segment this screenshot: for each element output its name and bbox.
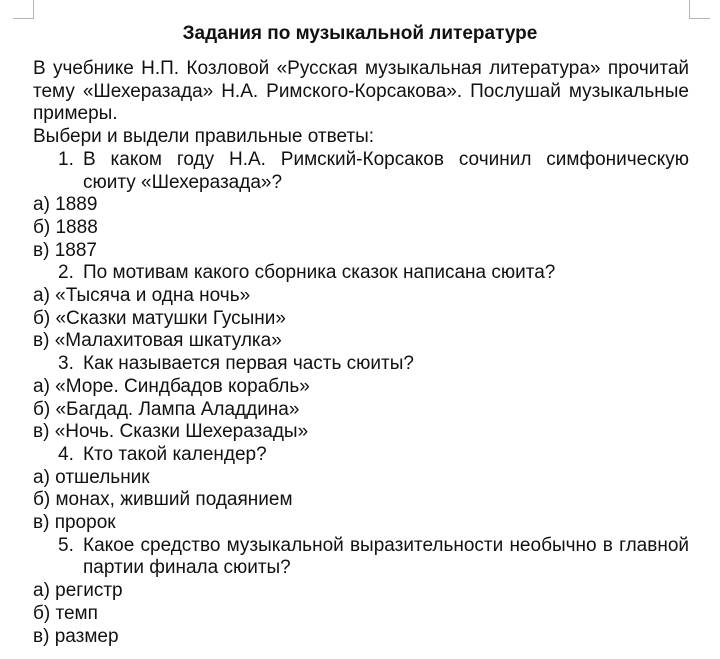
question-4 [33,444,689,535]
answer-option[interactable]: а) «Тысяча и одна ночь» [33,285,251,307]
intro-paragraph: В учебнике Н.П. Козловой «Русская музыкальная литература» прочитай тему «Шехеразада» Н.А. Римского-Корсакова». Послушай музыкальные примеры. [33,58,689,125]
answer-option[interactable]: б) темп [33,602,98,624]
answer-option[interactable]: б) 1888 [33,216,98,238]
question-2 [33,262,689,353]
document-body [33,58,689,648]
answer-option[interactable]: а) отшельник [33,466,150,488]
question-3 [33,353,689,444]
question-heading [33,444,689,467]
answer-options [33,194,689,262]
question-heading [33,353,689,376]
answer-option[interactable]: в) пророк [33,512,116,534]
question-text: В каком году Н.А. Римский-Корсаков сочинил симфоническую сюиту «Шехеразада»? [83,148,689,193]
answer-options [33,376,689,444]
question-number: 5. [58,534,74,556]
instruction-text: Выбери и выдели правильные ответы: [33,126,375,148]
answer-option[interactable]: а) «Море. Синдбадов корабль» [33,375,310,397]
question-text: Как называется первая часть сюиты? [83,353,414,375]
answer-option[interactable]: в) «Малахитовая шкатулка» [33,330,282,352]
question-heading [33,535,689,580]
question-number: 2. [58,262,74,284]
page-title: Задания по музыкальной литературе [182,23,538,44]
question-number: 3. [58,353,74,375]
answer-option[interactable]: в) 1887 [33,239,97,261]
answer-option[interactable]: в) размер [33,625,119,647]
answer-option[interactable]: б) «Сказки матушки Гусыни» [33,307,286,329]
answer-options [33,285,689,353]
answer-option[interactable]: в) «Ночь. Сказки Шехеразады» [33,421,309,443]
question-5 [33,535,689,649]
question-number: 1. [58,148,74,170]
question-text: Кто такой календер? [83,443,267,465]
question-number: 4. [58,443,74,465]
answer-options [33,580,689,648]
answer-options [33,467,689,535]
answer-option[interactable]: а) регистр [33,580,123,602]
question-heading [33,149,689,194]
page-corner-mark-right [689,0,710,19]
question-heading [33,262,689,285]
question-1 [33,149,689,263]
page-corner-mark-left [13,0,34,19]
question-text: По мотивам какого сборника сказок написана сюита? [83,262,556,284]
question-text: Какое средство музыкальной выразительности необычно в главной партии финала сюиты? [83,534,689,579]
answer-option[interactable]: б) монах, живший подаянием [33,489,293,511]
answer-option[interactable]: а) 1889 [33,194,98,216]
answer-option[interactable]: б) «Багдад. Лампа Аладдина» [33,398,300,420]
